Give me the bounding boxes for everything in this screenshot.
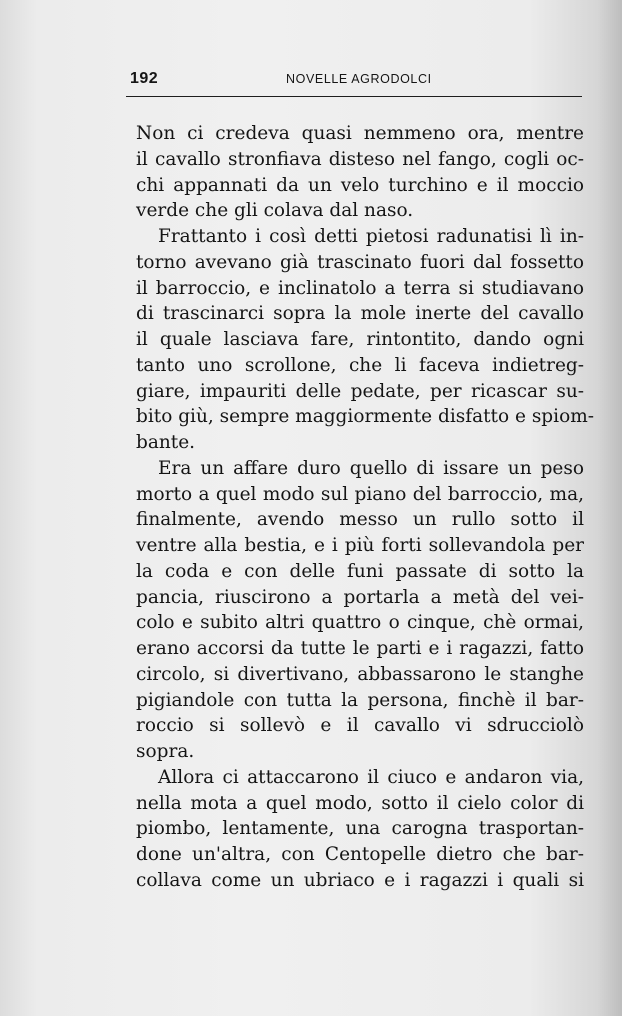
text-line: piombo, lentamente, una carogna trasportan-	[136, 818, 584, 840]
text-line: torno avevano già trascinato fuori dal fossetto	[136, 251, 584, 273]
text-line: Frattanto i così detti pietosi radunatisi lì in-	[158, 226, 584, 247]
text-line: pancia, riuscirono a portarla a metà del vei-	[136, 586, 584, 608]
text-line: finalmente, avendo messo un rullo sotto il	[136, 509, 584, 531]
text-line: bito giù, sempre maggiormente disfatto e spiom-	[136, 406, 595, 428]
text-line: chi appannati da un velo turchino e il moccio	[136, 174, 584, 196]
text-line: bante.	[136, 432, 196, 453]
text-line: sopra.	[136, 741, 195, 762]
text-line: erano accorsi da tutte le parti e i ragazzi, fatto	[136, 638, 584, 659]
text-line: Allora ci attaccarono il ciuco e andaron via,	[158, 766, 584, 788]
text-line: roccio si sollevò e il cavallo vi sdrucciolò	[136, 715, 584, 737]
header-rule	[126, 96, 582, 97]
text-line: nella mota a quel modo, sotto il cielo color di	[136, 792, 584, 814]
text-line: la coda e con delle funi passate di sotto la	[136, 560, 584, 582]
text-line: tanto uno scrollone, che li faceva indietreg-	[136, 354, 584, 376]
text-line: done un'altra, con Centopelle dietro che bar-	[136, 844, 584, 865]
text-line: Era un affare duro quello di issare un peso	[158, 457, 584, 479]
text-line: di trascinarci sopra la mole inerte del cavallo	[136, 303, 584, 325]
text-line: ventre alla bestia, e i più forti sollevandola per	[136, 535, 584, 556]
text-line: Non ci credeva quasi nemmeno ora, mentre	[136, 123, 584, 144]
text-line: il barroccio, e inclinatolo a terra si studiavano	[136, 277, 584, 299]
text-line: pigiandole con tutta la persona, finchè il bar-	[136, 689, 584, 711]
running-title: NOVELLE AGRODOLCI	[286, 72, 432, 86]
text-line: verde che gli colava dal naso.	[136, 200, 414, 222]
text-line: giare, impauriti delle pedate, per ricascar su-	[136, 380, 584, 402]
page-header	[126, 70, 582, 92]
text-line: il cavallo stronfiava disteso nel fango, cogli oc-	[136, 148, 584, 170]
text-line: il quale lasciava fare, rintontito, dando ogni	[136, 329, 584, 350]
text-line: colo e subito altri quattro o cinque, chè ormai,	[136, 612, 584, 634]
text-line: collava come un ubriaco e i ragazzi i quali si	[136, 869, 584, 891]
text-line: morto a quel modo sul piano del barroccio, ma,	[136, 483, 584, 505]
text-line: circolo, si divertivano, abbassarono le stanghe	[136, 663, 584, 685]
body-text	[136, 121, 595, 894]
page-number: 192	[130, 70, 159, 87]
